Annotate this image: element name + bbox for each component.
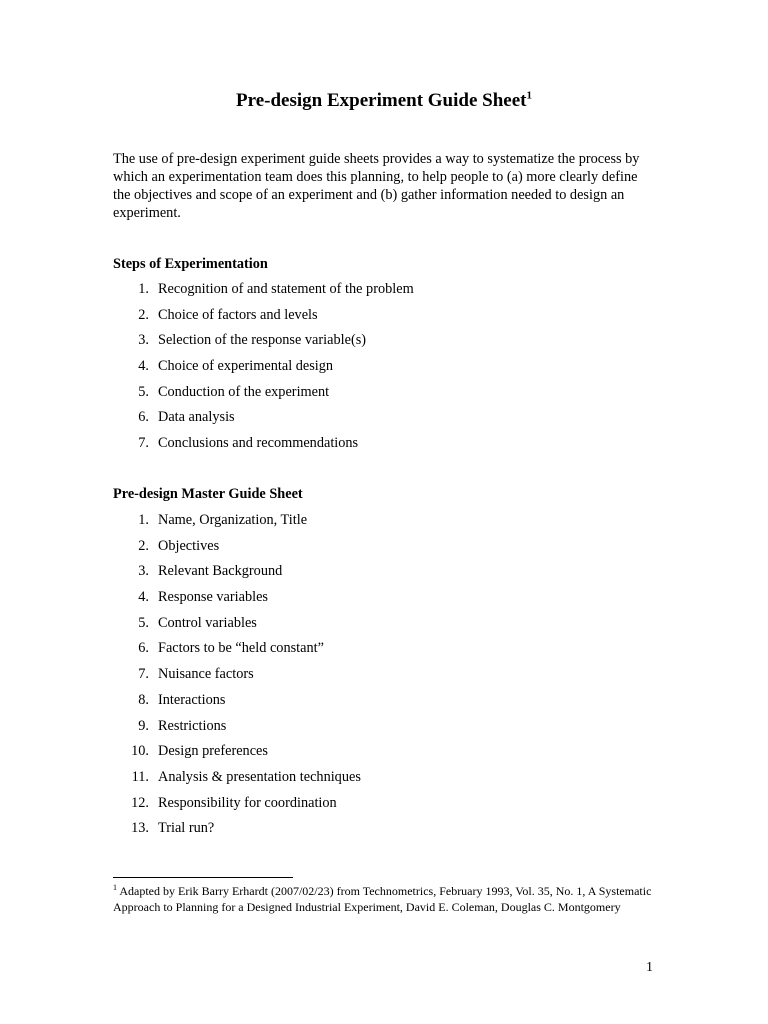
list-item-text: Analysis & presentation techniques: [158, 768, 361, 785]
page-number: 1: [646, 960, 653, 975]
list-item-number: 1.: [138, 512, 149, 528]
list-item-number: 2.: [138, 537, 149, 554]
list-item-number: 4.: [138, 589, 149, 606]
list-item-number: 9.: [138, 717, 149, 734]
list-item-text: Response variables: [158, 589, 268, 606]
list-item-number: 13.: [131, 820, 149, 837]
footnote-marker: 1: [113, 883, 117, 892]
master-guide-heading: Pre-design Master Guide Sheet: [113, 486, 303, 502]
list-item-number: 10.: [131, 743, 149, 760]
list-item-text: Restrictions: [158, 717, 227, 734]
list-item-text: Conclusions and recommendations: [158, 435, 359, 452]
list-item-number: 11.: [131, 768, 149, 785]
list-item-number: 8.: [138, 691, 149, 708]
title-text: Pre-design Experiment Guide Sheet: [236, 90, 527, 111]
list-item-text: Nuisance factors: [158, 666, 254, 683]
footnote-divider: [113, 877, 293, 878]
footnote-text: Adapted by Erik Barry Erhardt (2007/02/23) from Technometrics, February 1993, Vol. 35, No. 1, A Systematic Approach to Planning for a Designed Industrial Experiment, David E. Coleman, Douglas C. Montgomery: [113, 884, 652, 914]
list-item-number: 7.: [138, 666, 149, 683]
list-item-text: Trial run?: [158, 820, 215, 837]
list-item-text: Objectives: [158, 537, 220, 554]
list-item-text: Selection of the response variable(s): [158, 332, 367, 349]
steps-heading: Steps of Experimentation: [113, 256, 268, 272]
list-item-number: 4.: [138, 358, 149, 375]
list-item-number: 3.: [138, 563, 149, 580]
list-item-text: Factors to be “held constant”: [158, 640, 324, 657]
list-item-text: Interactions: [158, 691, 226, 708]
intro-paragraph: The use of pre-design experiment guide sheets provides a way to systematize the process by which an experimentation team does this planning, to help people to (a) more clearly define the objectives and scope of an experiment and (b) gather information needed to design an experiment.: [113, 151, 640, 221]
list-item-text: Data analysis: [158, 409, 235, 426]
list-item-text: Choice of experimental design: [158, 358, 334, 375]
list-item-number: 6.: [138, 640, 149, 657]
list-item-number: 6.: [138, 409, 149, 426]
list-item-text: Control variables: [158, 614, 257, 631]
list-item-text: Relevant Background: [158, 563, 283, 580]
list-item-text: Choice of factors and levels: [158, 306, 318, 323]
list-item-number: 7.: [138, 435, 149, 452]
document-title: [0, 90, 768, 112]
list-item-number: 2.: [138, 306, 149, 323]
list-item-text: Responsibility for coordination: [158, 794, 337, 811]
list-item-text: Name, Organization, Title: [158, 512, 308, 528]
list-item-text: Design preferences: [158, 743, 268, 760]
list-item-text: Conduction of the experiment: [158, 383, 330, 400]
list-item-number: 5.: [138, 383, 149, 400]
list-item-text: Recognition of and statement of the problem: [158, 281, 414, 297]
list-item-number: 3.: [138, 332, 149, 349]
footnote: [113, 883, 653, 915]
list-item-number: 1.: [138, 281, 149, 297]
list-item-number: 12.: [131, 794, 149, 811]
list-item-number: 5.: [138, 614, 149, 631]
title-footnote-marker: 1: [526, 89, 532, 102]
